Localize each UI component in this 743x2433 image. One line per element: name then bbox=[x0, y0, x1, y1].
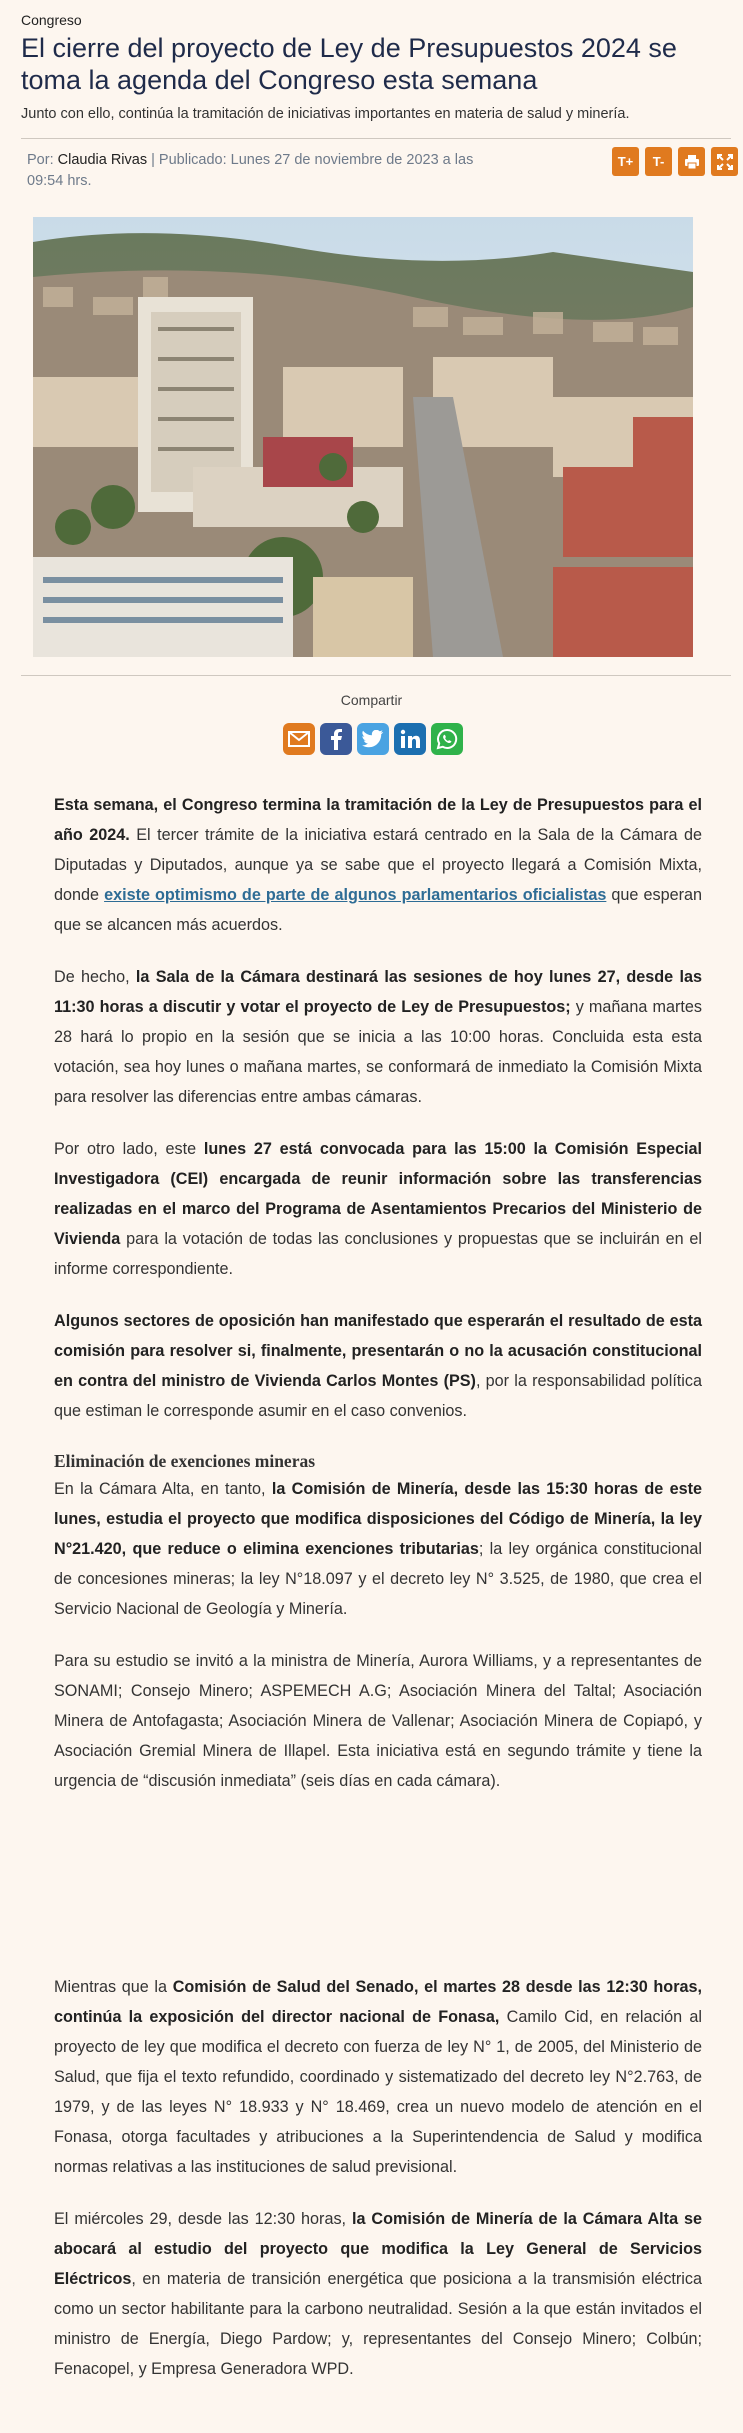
share-buttons bbox=[283, 723, 463, 755]
email-icon bbox=[288, 731, 310, 747]
twitter-icon bbox=[362, 730, 384, 748]
section-heading: Eliminación de exenciones mineras bbox=[54, 1451, 316, 1471]
expand-button[interactable] bbox=[711, 147, 738, 176]
paragraph bbox=[54, 1306, 702, 1426]
paragraph bbox=[54, 790, 702, 940]
paragraph: Para su estudio se invitó a la ministra de Minería, Aurora Williams, y a representantes de SONAMI; Consejo Minero; ASPEMECH A.G; Asociación Minera del Taltal; Asociación Minera de Antofagasta; Asociación Minera de Vallenar; Asociación Minera de Copiapó, y Asociación Gremial Minera de Illapel. Esta iniciativa está en segundo trámite y tiene la urgencia de “discusión inmediata” (seis días en cada cámara). bbox=[54, 1652, 702, 1790]
paragraph-text: Mientras que la bbox=[54, 1978, 173, 1996]
facebook-icon bbox=[326, 728, 346, 750]
city-congress-photo bbox=[33, 217, 693, 657]
paragraph bbox=[54, 962, 702, 1112]
decrease-font-button[interactable]: T- bbox=[645, 147, 672, 176]
paragraph-bold: Algunos sectores de oposición han manifestado que esperarán el resultado de esta comisión para resolver si, finalmente, presentarán o no la acusación constitucional en contra del ministro de Vivienda Carlos Montes (PS) bbox=[54, 1312, 702, 1390]
paragraph-bold: la Comisión de Minería de la Cámara Alta se abocará al estudio del proyecto que modifica la Ley General de Servicios Eléctricos bbox=[54, 2210, 703, 2288]
paragraph bbox=[54, 1134, 702, 1284]
paragraph-text: En la Cámara Alta, en tanto, bbox=[54, 1480, 272, 1498]
divider bbox=[21, 138, 731, 139]
meta-separator: | bbox=[147, 152, 159, 168]
article-subtitle: Junto con ello, continúa la tramitación de iniciativas importantes en materia de salud y minería. bbox=[21, 106, 630, 122]
paragraph-text: El miércoles 29, desde las 12:30 horas, bbox=[54, 2210, 352, 2228]
share-email-button[interactable] bbox=[283, 723, 315, 755]
article-meta bbox=[27, 150, 497, 192]
share-twitter-button[interactable] bbox=[357, 723, 389, 755]
paragraph-text: El tercer trámite de la iniciativa estará centrado en la Sala de la Cámara de Diputadas y Diputados, aunque ya se sabe que el proyecto llegará a Comisión Mixta, donde bbox=[54, 826, 702, 904]
paragraph bbox=[54, 1474, 702, 1624]
paragraph bbox=[54, 2204, 702, 2384]
divider-share bbox=[21, 675, 731, 676]
paragraph-text: Por otro lado, este bbox=[54, 1140, 204, 1158]
by-label: Por: bbox=[27, 152, 58, 168]
paragraph-text: Camilo Cid, en relación al proyecto de ley que modifica el decreto con fuerza de ley N° 1, de 2005, del Ministerio de Salud, que fija el texto refundido, coordinado y sistematizado del decreto ley N°2.763, de 1979, y de las leyes N° 18.933 y N° 18.469, crea un nuevo modelo de atención en el Fonasa, otorga facultades y atribuciones a la Superintendencia de Salud y modifica normas relativas a las instituciones de salud previsional. bbox=[54, 2008, 702, 2176]
print-button[interactable] bbox=[678, 147, 705, 176]
published-date: Publicado: Lunes 27 de noviembre de 2023 a las 09:54 hrs. bbox=[27, 152, 474, 189]
paragraph-bold: lunes 27 está convocada para las 15:00 la Comisión Especial Investigadora (CEI) encargada de reunir información sobre las transferencias realizadas en el marco del Programa de Asentamientos Precarios del Ministerio de Vivienda bbox=[54, 1140, 702, 1248]
linkedin-icon bbox=[400, 729, 420, 749]
paragraph-text: , en materia de transición energética que posiciona a la transmisión eléctrica como un sector habilitante para la carbono neutralidad. Sesión a la que están invitados el ministro de Energía, Diego Pardow; y, representantes del Consejo Minero; Colbún; Fenacopel, y Empresa Generadora WPD. bbox=[54, 2270, 702, 2378]
paragraph-text: De hecho, bbox=[54, 968, 136, 986]
article-photo bbox=[33, 217, 693, 657]
share-facebook-button[interactable] bbox=[320, 723, 352, 755]
paragraph-bold: la Comisión de Minería, desde las 15:30 horas de este lunes, estudia el proyecto que modifica disposiciones del Código de Minería, la ley N°21.420, que reduce o elimina exenciones tributarias bbox=[54, 1480, 702, 1558]
share-whatsapp-button[interactable] bbox=[431, 723, 463, 755]
author-name[interactable]: Claudia Rivas bbox=[57, 152, 148, 168]
paragraph-text: ; la ley orgánica constitucional de concesiones mineras; la ley N°18.097 y el decreto ley N° 3.525, de 1980, que crea el Servicio Nacional de Geología y Minería. bbox=[54, 1540, 702, 1618]
increase-font-button[interactable]: T+ bbox=[612, 147, 639, 176]
paragraph-bold: la Sala de la Cámara destinará las sesiones de hoy lunes 27, desde las 11:30 horas a discutir y votar el proyecto de Ley de Presupuestos; bbox=[54, 968, 702, 1016]
paragraph-bold: Esta semana, el Congreso termina la tramitación de la Ley de Presupuestos para el año 2024. bbox=[54, 796, 702, 844]
paragraph bbox=[54, 1972, 702, 2182]
paragraph-bold: Comisión de Salud del Senado, el martes 28 desde las 12:30 horas, continúa la exposición del director nacional de Fonasa, bbox=[54, 1978, 703, 2026]
section-tag[interactable]: Congreso bbox=[21, 12, 82, 28]
article-tools bbox=[612, 147, 738, 176]
paragraph-text: para la votación de todas las conclusiones y propuestas que se incluirán en el informe correspondiente. bbox=[54, 1230, 702, 1278]
share-linkedin-button[interactable] bbox=[394, 723, 426, 755]
expand-icon bbox=[717, 154, 733, 170]
optimism-link[interactable]: existe optimismo de parte de algunos parlamentarios oficialistas bbox=[104, 886, 607, 904]
paragraph-text: que esperan que se alcancen más acuerdos. bbox=[54, 886, 702, 934]
whatsapp-icon bbox=[436, 728, 458, 750]
share-label: Compartir bbox=[340, 692, 403, 708]
page-title: El cierre del proyecto de Ley de Presupuestos 2024 se toma la agenda del Congreso esta semana bbox=[21, 33, 677, 95]
paragraph-text: y mañana martes 28 hará lo propio en la sesión que se inicia a las 10:00 horas. Concluida esta esta votación, sea hoy lunes o mañana martes, se conformará de inmediato la Comisión Mixta para resolver las diferencias entre ambas cámaras. bbox=[54, 998, 702, 1106]
paragraph-text: , por la responsabilidad política que estiman le corresponde asumir en el caso convenios. bbox=[54, 1372, 703, 1420]
article-body bbox=[54, 790, 702, 2406]
print-icon bbox=[684, 154, 700, 170]
